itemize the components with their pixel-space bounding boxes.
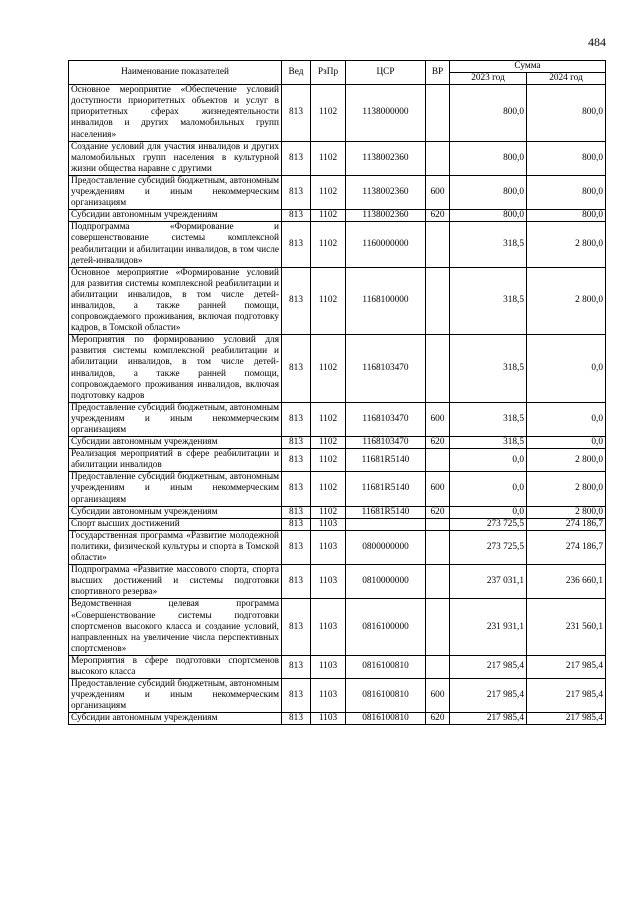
cell-ved: 813 xyxy=(282,267,311,335)
header-rzpr: РзПр xyxy=(311,61,346,85)
cell-sum-2023: 318,5 xyxy=(450,437,527,449)
cell-rzpr: 1103 xyxy=(311,565,346,599)
cell-name: Ведомственная целевая программа «Совершенствование системы подготовки спортсменов высокого класса и создание условий, направленных на увеличение числа перспективных спортсменов» xyxy=(69,599,282,655)
budget-table xyxy=(68,60,606,725)
cell-sum-2023: 273 725,5 xyxy=(450,518,527,530)
cell-rzpr: 1103 xyxy=(311,518,346,530)
cell-name: Предоставление субсидий бюджетным, автономным учреждениям и иным некоммерческим организациям xyxy=(69,472,282,506)
cell-sum-2023: 273 725,5 xyxy=(450,530,527,564)
cell-rzpr: 1102 xyxy=(311,267,346,335)
cell-ved: 813 xyxy=(282,85,311,141)
cell-name: Предоставление субсидий бюджетным, автономным учреждениям и иным некоммерческим организациям xyxy=(69,402,282,436)
cell-ved: 813 xyxy=(282,506,311,518)
header-csr: ЦСР xyxy=(346,61,426,85)
cell-sum-2023: 318,5 xyxy=(450,402,527,436)
cell-vr: 600 xyxy=(426,472,450,506)
cell-rzpr: 1102 xyxy=(311,175,346,209)
cell-ved: 813 xyxy=(282,335,311,403)
cell-csr: 11681R5140 xyxy=(346,506,426,518)
cell-sum-2024: 274 186,7 xyxy=(527,530,606,564)
cell-csr: 11681R5140 xyxy=(346,472,426,506)
cell-csr: 1168103470 xyxy=(346,402,426,436)
cell-vr xyxy=(426,518,450,530)
cell-vr: 620 xyxy=(426,506,450,518)
cell-vr xyxy=(426,85,450,141)
cell-sum-2023: 800,0 xyxy=(450,85,527,141)
cell-rzpr: 1102 xyxy=(311,222,346,267)
cell-sum-2023: 318,5 xyxy=(450,222,527,267)
table-row xyxy=(69,437,606,449)
cell-name: Основное мероприятие «Обеспечение условий доступности приоритетных объектов и услуг в приоритетных сферах жизнедеятельности инвалидов и других маломобильных групп населения» xyxy=(69,85,282,141)
cell-csr: 1138002360 xyxy=(346,175,426,209)
cell-vr xyxy=(426,449,450,472)
table-row xyxy=(69,530,606,564)
cell-vr xyxy=(426,335,450,403)
table-row xyxy=(69,267,606,335)
table-row xyxy=(69,599,606,655)
cell-sum-2024: 800,0 xyxy=(527,175,606,209)
cell-rzpr: 1102 xyxy=(311,402,346,436)
cell-sum-2023: 800,0 xyxy=(450,175,527,209)
cell-sum-2023: 237 031,1 xyxy=(450,565,527,599)
cell-csr: 0800000000 xyxy=(346,530,426,564)
cell-sum-2024: 217 985,4 xyxy=(527,655,606,678)
table-row xyxy=(69,141,606,175)
cell-sum-2024: 0,0 xyxy=(527,402,606,436)
cell-vr xyxy=(426,222,450,267)
cell-sum-2023: 318,5 xyxy=(450,267,527,335)
cell-sum-2023: 217 985,4 xyxy=(450,655,527,678)
header-year-2023: 2023 год xyxy=(450,73,527,85)
cell-csr: 1138002360 xyxy=(346,141,426,175)
cell-rzpr: 1102 xyxy=(311,85,346,141)
cell-vr: 600 xyxy=(426,175,450,209)
table-row xyxy=(69,335,606,403)
cell-vr: 620 xyxy=(426,210,450,222)
cell-name: Создание условий для участия инвалидов и других маломобильных групп населения в культурной жизни общества наравне с другими xyxy=(69,141,282,175)
cell-vr xyxy=(426,599,450,655)
cell-rzpr: 1103 xyxy=(311,655,346,678)
cell-sum-2024: 800,0 xyxy=(527,141,606,175)
cell-sum-2023: 800,0 xyxy=(450,141,527,175)
cell-name: Государственная программа «Развитие молодежной политики, физической культуры и спорта в Томской области» xyxy=(69,530,282,564)
cell-name: Подпрограмма «Формирование и совершенствование системы комплексной реабилитации и абилитации инвалидов, в том числе детей-инвалидов» xyxy=(69,222,282,267)
cell-csr: 1160000000 xyxy=(346,222,426,267)
cell-ved: 813 xyxy=(282,222,311,267)
cell-ved: 813 xyxy=(282,210,311,222)
cell-name: Спорт высших достижений xyxy=(69,518,282,530)
cell-csr: 0810000000 xyxy=(346,565,426,599)
cell-rzpr: 1102 xyxy=(311,141,346,175)
cell-name: Субсидии автономным учреждениям xyxy=(69,713,282,725)
cell-ved: 813 xyxy=(282,472,311,506)
cell-ved: 813 xyxy=(282,518,311,530)
table-body xyxy=(69,85,606,725)
cell-ved: 813 xyxy=(282,402,311,436)
cell-csr: 11681R5140 xyxy=(346,449,426,472)
header-year-2024: 2024 год xyxy=(527,73,606,85)
cell-csr: 1138002360 xyxy=(346,210,426,222)
table-row xyxy=(69,175,606,209)
table-row xyxy=(69,713,606,725)
cell-name: Подпрограмма «Развитие массового спорта, спорта высших достижений и системы подготовки спортивного резерва» xyxy=(69,565,282,599)
cell-sum-2024: 231 560,1 xyxy=(527,599,606,655)
cell-name: Субсидии автономным учреждениям xyxy=(69,210,282,222)
cell-vr xyxy=(426,565,450,599)
table-row xyxy=(69,655,606,678)
header-sum: Сумма xyxy=(450,61,606,73)
table-row xyxy=(69,85,606,141)
cell-sum-2024: 800,0 xyxy=(527,85,606,141)
cell-rzpr: 1102 xyxy=(311,449,346,472)
cell-name: Предоставление субсидий бюджетным, автономным учреждениям и иным некоммерческим организациям xyxy=(69,679,282,713)
table-row xyxy=(69,679,606,713)
cell-sum-2024: 0,0 xyxy=(527,437,606,449)
cell-sum-2023: 318,5 xyxy=(450,335,527,403)
cell-rzpr: 1102 xyxy=(311,437,346,449)
cell-csr: 1168103470 xyxy=(346,437,426,449)
cell-ved: 813 xyxy=(282,713,311,725)
cell-ved: 813 xyxy=(282,655,311,678)
cell-sum-2023: 800,0 xyxy=(450,210,527,222)
table-row xyxy=(69,565,606,599)
header-vr: ВР xyxy=(426,61,450,85)
table-row xyxy=(69,449,606,472)
cell-rzpr: 1102 xyxy=(311,472,346,506)
table-row xyxy=(69,210,606,222)
header-name: Наименование показателей xyxy=(69,61,282,85)
cell-sum-2024: 217 985,4 xyxy=(527,679,606,713)
table-row xyxy=(69,402,606,436)
cell-sum-2024: 2 800,0 xyxy=(527,472,606,506)
cell-name: Субсидии автономным учреждениям xyxy=(69,506,282,518)
header-ved: Вед xyxy=(282,61,311,85)
cell-ved: 813 xyxy=(282,599,311,655)
cell-rzpr: 1103 xyxy=(311,530,346,564)
cell-vr xyxy=(426,655,450,678)
cell-sum-2024: 0,0 xyxy=(527,335,606,403)
table-row xyxy=(69,506,606,518)
cell-sum-2023: 217 985,4 xyxy=(450,679,527,713)
cell-csr: 0816100810 xyxy=(346,713,426,725)
cell-name: Мероприятия в сфере подготовки спортсменов высокого класса xyxy=(69,655,282,678)
table-row xyxy=(69,518,606,530)
cell-sum-2024: 217 985,4 xyxy=(527,713,606,725)
cell-sum-2024: 800,0 xyxy=(527,210,606,222)
cell-sum-2024: 2 800,0 xyxy=(527,506,606,518)
cell-sum-2023: 0,0 xyxy=(450,506,527,518)
cell-ved: 813 xyxy=(282,175,311,209)
cell-rzpr: 1102 xyxy=(311,506,346,518)
cell-rzpr: 1102 xyxy=(311,335,346,403)
cell-sum-2023: 0,0 xyxy=(450,449,527,472)
cell-sum-2024: 274 186,7 xyxy=(527,518,606,530)
cell-sum-2024: 2 800,0 xyxy=(527,449,606,472)
cell-sum-2023: 0,0 xyxy=(450,472,527,506)
cell-name: Реализация мероприятий в сфере реабилитации и абилитации инвалидов xyxy=(69,449,282,472)
cell-ved: 813 xyxy=(282,437,311,449)
cell-sum-2024: 2 800,0 xyxy=(527,267,606,335)
table-row xyxy=(69,472,606,506)
cell-vr xyxy=(426,141,450,175)
cell-rzpr: 1103 xyxy=(311,713,346,725)
cell-csr: 0816100810 xyxy=(346,679,426,713)
cell-vr xyxy=(426,530,450,564)
table-header xyxy=(69,61,606,85)
cell-rzpr: 1102 xyxy=(311,210,346,222)
cell-sum-2024: 236 660,1 xyxy=(527,565,606,599)
cell-csr: 0816100000 xyxy=(346,599,426,655)
cell-name: Предоставление субсидий бюджетным, автономным учреждениям и иным некоммерческим организациям xyxy=(69,175,282,209)
cell-csr: 1168103470 xyxy=(346,335,426,403)
page-number: 484 xyxy=(588,35,606,49)
cell-ved: 813 xyxy=(282,530,311,564)
cell-sum-2023: 231 931,1 xyxy=(450,599,527,655)
cell-name: Основное мероприятие «Формирование условий для развития системы комплексной реабилитации и абилитации инвалидов, в том числе детей-инвалидов, а также ранней помощи, сопровождаемого проживания, включая подготовку кадров, в Томской области» xyxy=(69,267,282,335)
cell-vr: 600 xyxy=(426,402,450,436)
cell-vr: 600 xyxy=(426,679,450,713)
cell-ved: 813 xyxy=(282,679,311,713)
cell-name: Мероприятия по формированию условий для развития системы комплексной реабилитации и абилитации инвалидов, в том числе детей-инвалидов, а также ранней помощи, сопровождаемого проживания инвалидов, включая подготовку кадров xyxy=(69,335,282,403)
cell-csr: 1168100000 xyxy=(346,267,426,335)
cell-vr: 620 xyxy=(426,437,450,449)
cell-csr: 0816100810 xyxy=(346,655,426,678)
cell-ved: 813 xyxy=(282,141,311,175)
cell-rzpr: 1103 xyxy=(311,599,346,655)
cell-ved: 813 xyxy=(282,449,311,472)
cell-csr: 1138000000 xyxy=(346,85,426,141)
table-row xyxy=(69,222,606,267)
cell-vr xyxy=(426,267,450,335)
cell-ved: 813 xyxy=(282,565,311,599)
cell-sum-2023: 217 985,4 xyxy=(450,713,527,725)
cell-rzpr: 1103 xyxy=(311,679,346,713)
cell-vr: 620 xyxy=(426,713,450,725)
cell-csr xyxy=(346,518,426,530)
cell-sum-2024: 2 800,0 xyxy=(527,222,606,267)
cell-name: Субсидии автономным учреждениям xyxy=(69,437,282,449)
